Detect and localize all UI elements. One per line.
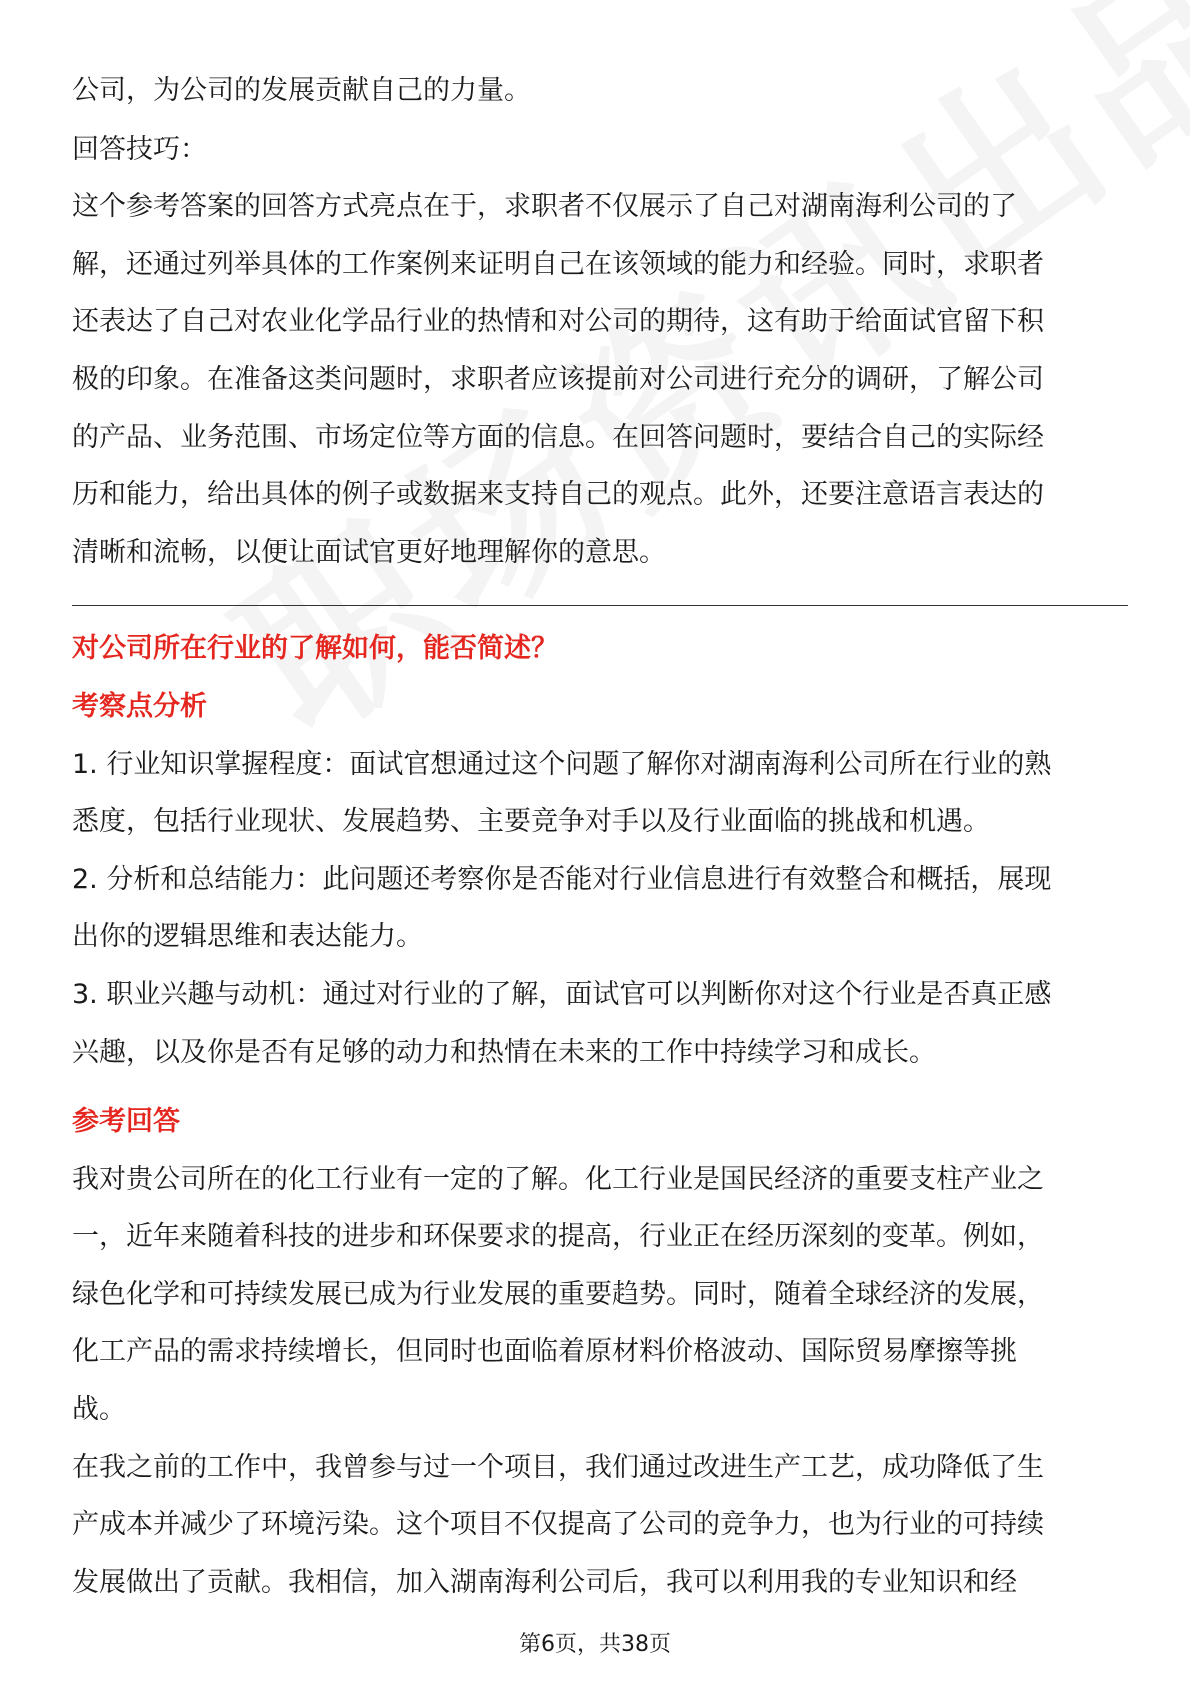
analysis-list [72, 736, 1128, 1082]
reference-title: 参考回答 [72, 1106, 180, 1138]
tip-line: 的产品、业务范围、市场定位等方面的信息。在回答问题时，要结合自己的实际经 [72, 421, 1044, 453]
reference-line: 一，近年来随着科技的进步和环保要求的提高，行业正在经历深刻的变革。例如， [72, 1221, 1044, 1253]
tip-line: 还表达了自己对农业化学品行业的热情和对公司的期待，这有助于给面试官留下积 [72, 306, 1044, 338]
analysis-title: 考察点分析 [72, 690, 207, 722]
analysis-line: 1. 行业知识掌握程度：面试官想通过这个问题了解你对湖南海利公司所在行业的熟 [72, 748, 1052, 780]
spacer [72, 1081, 1128, 1093]
reference-line: 我对贵公司所在的化工行业有一定的了解。化工行业是国民经济的重要支柱产业之 [72, 1163, 1044, 1195]
reference-answer [72, 1151, 1128, 1612]
question-heading: 对公司所在行业的了解如何，能否简述？ [72, 633, 558, 665]
document-body [72, 62, 1128, 1611]
reference-line: 绿色化学和可持续发展已成为行业发展的重要趋势。同时，随着全球经济的发展， [72, 1278, 1044, 1310]
analysis-line: 2. 分析和总结能力：此问题还考察你是否能对行业信息进行有效整合和概括，展现 [72, 863, 1052, 895]
page-number: 第6页，共38页 [519, 1632, 671, 1657]
analysis-line: 3. 职业兴趣与动机：通过对行业的了解，面试官可以判断你对这个行业是否真正感 [72, 978, 1052, 1010]
tip-line: 历和能力，给出具体的例子或数据来支持自己的观点。此外，还要注意语言表达的 [72, 479, 1044, 511]
analysis-line: 悉度，包括行业现状、发展趋势、主要竞争对手以及行业面临的挑战和机遇。 [72, 806, 990, 838]
tip-label: 回答技巧： [72, 133, 207, 165]
tip-paragraph [72, 178, 1128, 581]
reference-line: 战。 [72, 1394, 126, 1426]
tip-line: 解，还通过列举具体的工作案例来证明自己在该领域的能力和经验。同时，求职者 [72, 248, 1044, 280]
reference-line: 产成本并减少了环境污染。这个项目不仅提高了公司的竞争力，也为行业的可持续 [72, 1509, 1044, 1541]
tip-line: 这个参考答案的回答方式亮点在于，求职者不仅展示了自己对湖南海利公司的了 [72, 191, 1017, 223]
tip-line: 清晰和流畅，以便让面试官更好地理解你的意思。 [72, 536, 666, 568]
reference-line: 在我之前的工作中，我曾参与过一个项目，我们通过改进生产工艺，成功降低了生 [72, 1451, 1044, 1483]
tip-line: 极的印象。在准备这类问题时，求职者应该提前对公司进行充分的调研，了解公司 [72, 363, 1044, 395]
continuation-text: 公司，为公司的发展贡献自己的力量。 [72, 75, 531, 106]
analysis-line: 出你的逻辑思维和表达能力。 [72, 921, 423, 953]
reference-line: 发展做出了贡献。我相信，加入湖南海利公司后，我可以利用我的专业知识和经 [72, 1566, 1017, 1598]
analysis-line: 兴趣，以及你是否有足够的动力和热情在未来的工作中持续学习和成长。 [72, 1036, 936, 1068]
section-divider [72, 605, 1128, 606]
reference-line: 化工产品的需求持续增长，但同时也面临着原材料价格波动、国际贸易摩擦等挑 [72, 1336, 1017, 1368]
